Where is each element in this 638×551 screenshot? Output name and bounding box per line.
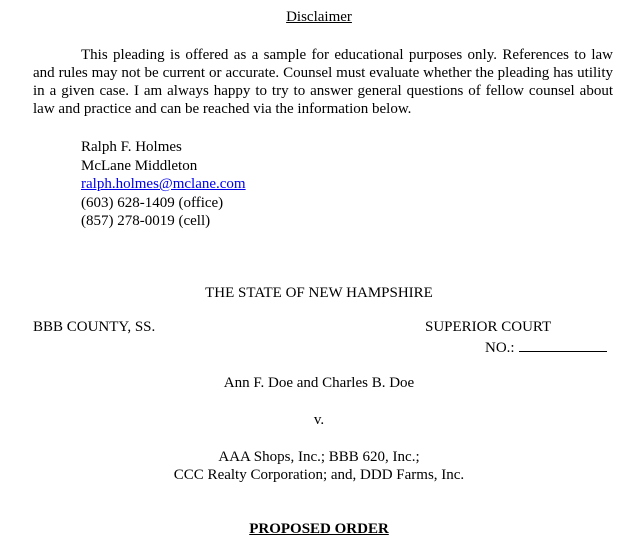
docket-blank-line — [519, 337, 607, 352]
county-label: BBB COUNTY, SS. — [33, 319, 156, 335]
court-label: SUPERIOR COURT — [425, 319, 552, 335]
versus: v. — [313, 412, 325, 428]
defendants-line-2: CCC Realty Corporation; and, DDD Farms, Inc. — [173, 467, 465, 483]
contact-firm: McLane Middleton — [81, 157, 198, 174]
contact-block — [81, 138, 246, 231]
contact-email-link[interactable]: ralph.holmes@mclane.com — [81, 176, 246, 192]
contact-cell-phone: (857) 278-0019 (cell) — [81, 213, 211, 229]
document-title: PROPOSED ORDER — [249, 521, 389, 537]
docket-label: NO.: — [485, 340, 515, 356]
docket-number — [485, 337, 607, 357]
plaintiffs: Ann F. Doe and Charles B. Doe — [223, 375, 415, 391]
state-heading: THE STATE OF NEW HAMPSHIRE — [205, 285, 433, 301]
contact-office-phone: (603) 628-1409 (office) — [81, 194, 224, 211]
disclaimer-paragraph: This pleading is offered as a sample for educational purposes only. References to law and rules may not be current or accurate. Counsel must evaluate whether the pleading has utility in a given case. I am always happy to try to answer general questions of fellow counsel about law and practice and can be reached via the information below. — [33, 47, 613, 117]
contact-name: Ralph F. Holmes — [81, 139, 182, 155]
defendants-line-1: AAA Shops, Inc.; BBB 620, Inc.; — [218, 449, 420, 465]
disclaimer-heading: Disclaimer — [286, 9, 352, 25]
